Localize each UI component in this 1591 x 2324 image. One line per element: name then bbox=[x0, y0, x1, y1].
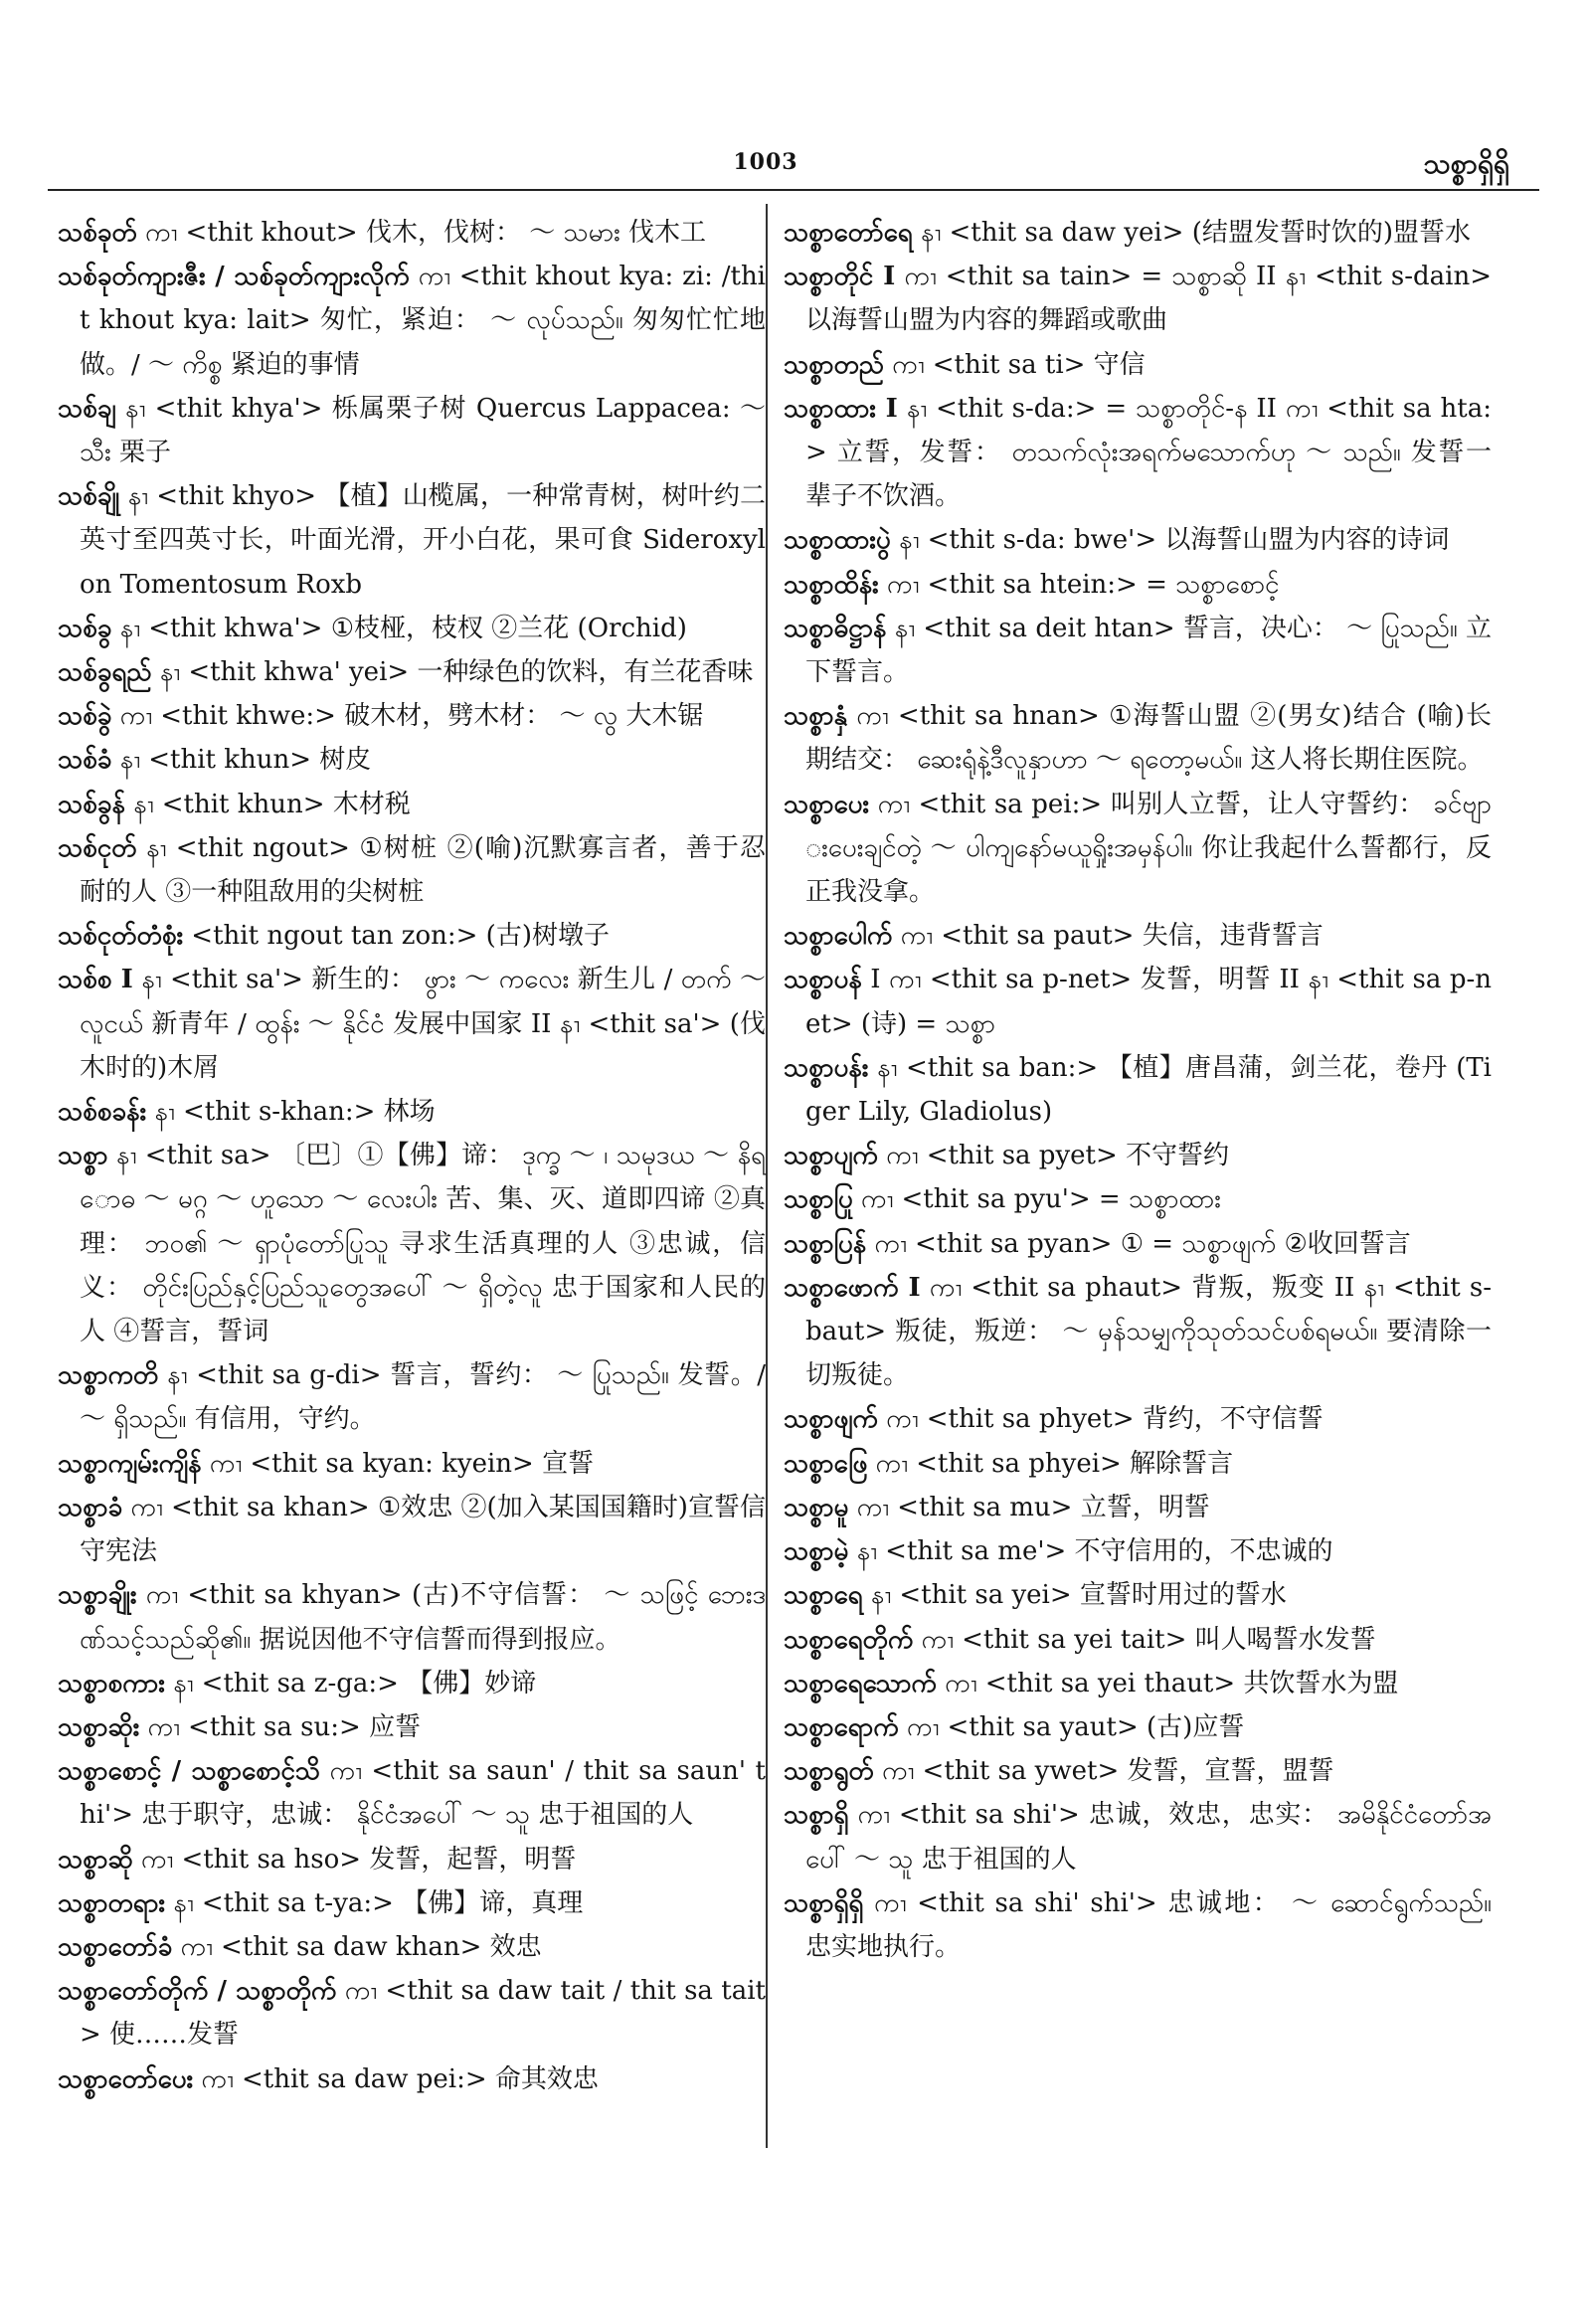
entry-headword: သစ္စာခံ bbox=[58, 1492, 123, 1522]
dictionary-entry bbox=[58, 211, 766, 255]
dictionary-entry bbox=[784, 1486, 1492, 1529]
entry-headword: သစ္စာထားပွဲ bbox=[784, 525, 891, 556]
entry-definition: ကၢ <thit sa shi'> 忠诚，效忠，忠实： အမိနိုင်ငံတော်အပေါ် ～ သူ 忠于祖国的人 bbox=[805, 1800, 1492, 1875]
entry-headword: သစ်ငုတ် bbox=[58, 832, 137, 863]
entry-headword: သစ္စာဆို bbox=[58, 1844, 133, 1875]
dictionary-entry bbox=[58, 1925, 766, 1969]
entry-definition: ကၢ <thit sa yaut> (古)应誓 bbox=[898, 1711, 1245, 1742]
entry-headword: သစ္စာဆိုး bbox=[58, 1711, 140, 1742]
entry-definition: နၢ <thit s-da: bwe'> 以海誓山盟为内容的诗词 bbox=[890, 525, 1450, 556]
entry-definition: ကၢ <thit sa yei tait> 叫人喝誓水发誓 bbox=[913, 1624, 1376, 1655]
entry-headword: သစ်ခုတ် bbox=[58, 218, 137, 248]
dictionary-entry bbox=[58, 783, 766, 826]
entry-definition: ကၢ <thit sa pyan> ① = သစ္စာဖျက် ②收回誓言 bbox=[866, 1228, 1411, 1259]
dictionary-entry bbox=[58, 1662, 766, 1705]
left-column bbox=[58, 211, 766, 2101]
entry-definition: ကၢ <thit sa pyu'> = သစ္စာထား bbox=[852, 1184, 1221, 1215]
entry-definition: နၢ <thit khwa'> ①枝桠，枝杈 ②兰花 (Orchid) bbox=[111, 613, 687, 643]
entry-headword: သစ္စာရောက် bbox=[784, 1711, 899, 1742]
entry-headword: သစ်ခွဲ bbox=[58, 701, 112, 732]
entry-headword: သစ္စာဖောက် I bbox=[784, 1272, 921, 1303]
entry-headword: သစ္စာရေ bbox=[784, 1580, 863, 1611]
entry-definition: ကၢ <thit sa pei:> 叫别人立誓，让人守誓约： ခင်ဗျားပေးချင်တဲ့ ～ ပါကျနော်မယူရှိုးအမှန်ပါ။ 你让我起什么誓都行，反正我没拿。 bbox=[805, 789, 1492, 908]
entry-definition: နၢ <thit sa daw yei> (结盟发誓时饮的)盟誓水 bbox=[912, 218, 1471, 248]
entry-headword: သစ္စာထား I bbox=[784, 393, 898, 424]
entry-definition: နၢ <thit khun> 树皮 bbox=[111, 745, 372, 776]
dictionary-entry bbox=[58, 826, 766, 914]
dictionary-entry bbox=[784, 1266, 1492, 1398]
entry-headword: သစ္စာမဲ့ bbox=[784, 1536, 849, 1567]
entry-headword: သစ္စာရေသောက် bbox=[784, 1668, 937, 1698]
entry-definition: ကၢ <thit sa paut> 失信，违背誓言 bbox=[892, 921, 1324, 952]
entry-headword: သစ်စခန်း bbox=[58, 1097, 147, 1128]
dictionary-entry bbox=[784, 1793, 1492, 1880]
dictionary-entry bbox=[784, 1705, 1492, 1749]
entry-definition: ကၢ <thit sa shi' shi'> 忠诚地： ～ ဆောင်ရွက်သည်။ 忠实地执行。 bbox=[805, 1887, 1492, 1962]
entry-headword: သစ္စာပန်း bbox=[784, 1052, 869, 1083]
entry-headword: သစ်ချို bbox=[58, 481, 120, 512]
entry-headword: သစ္စာတိုင် I bbox=[784, 262, 896, 292]
dictionary-entry bbox=[58, 2057, 766, 2101]
dictionary-entry bbox=[784, 1046, 1492, 1134]
entry-headword: သစ္စာနှံ bbox=[784, 701, 847, 732]
entry-definition: နၢ <thit sa'> 新生的： ဖွား ～ ကလေး 新生儿 / တက် ～ လူငယ် 新青年 / ထွန်း ～ နိုင်ငံ 发展中国家 II နၢ <thit sa'> (伐木时的)木屑 bbox=[80, 965, 766, 1083]
dictionary-entry bbox=[58, 1969, 766, 2056]
entry-definition: ကၢ <thit sa tain> = သစ္စာဆို II နၢ <thit s-dain> 以海誓山盟为内容的舞蹈或歌曲 bbox=[805, 262, 1492, 336]
dictionary-entry bbox=[58, 1838, 766, 1881]
entry-definition: ကၢ <thit sa hso> 发誓，起誓，明誓 bbox=[132, 1844, 577, 1875]
dictionary-entry bbox=[784, 1222, 1492, 1266]
dictionary-entry bbox=[784, 783, 1492, 915]
dictionary-entry bbox=[784, 1618, 1492, 1662]
entry-headword: သစ်ချ bbox=[58, 393, 116, 424]
dictionary-entry bbox=[784, 1397, 1492, 1441]
entry-headword: သစ္စာဖျက် bbox=[784, 1404, 878, 1435]
entry-headword: သစ္စာချိုး bbox=[58, 1580, 137, 1611]
entry-definition: ကၢ <thit sa daw tait / thit sa tait> 使……发誓 bbox=[80, 1976, 766, 2051]
dictionary-entry bbox=[58, 255, 766, 387]
dictionary-entry bbox=[58, 914, 766, 958]
running-head: သစ္စာရှိရှိ bbox=[1423, 147, 1509, 180]
dictionary-entry bbox=[58, 1442, 766, 1486]
entry-definition: နၢ <thit sa> 〔巴〕①【佛】谛： ဒုက္ခ ～ ၊ သမုဒယ ～ နိရောဓ ～ မဂ္ဂ ～ ဟူသော ～ လေးပါး 苦、集、灭、道即四谛 ②真理： ဘဝ၏ ～ ရှာပုံတော်ပြုသူ 寻求生活真理的人 ③忠诚，信义： တိုင်းပြည်နှင့်ပြည်သူတွေအပေါ် ～ ရှိတဲ့လူ 忠于国家和人民的人 ④誓言，誓词 bbox=[80, 1141, 766, 1347]
entry-definition: ကၢ <thit sa yei thaut> 共饮誓水为盟 bbox=[936, 1668, 1399, 1698]
entry-definition: ကၢ <thit sa phaut> 背叛，叛变 II နၢ <thit s-baut> 叛徒，叛逆： ～ မှန်သမျှကိုသုတ်သင်ပစ်ရမယ်။ 要清除一切叛徒。 bbox=[805, 1272, 1492, 1391]
entry-headword: သစ်ခံ bbox=[58, 745, 112, 776]
entry-headword: သစ္စာရှိ bbox=[784, 1800, 849, 1831]
dictionary-entry bbox=[784, 694, 1492, 782]
dictionary-entry bbox=[58, 1486, 766, 1573]
entry-definition: ကၢ <thit sa hnan> ①海誓山盟 ②(男女)结合 (喻)长期结交： ဆေးရုံနဲ့ဒီလူနှာဟာ ～ ရတော့မယ်။ 这人将长期住医院。 bbox=[805, 701, 1492, 776]
entry-headword: သစ္စာ bbox=[58, 1141, 108, 1171]
entry-headword: သစ်ခွရည် bbox=[58, 657, 152, 688]
entry-headword: သစ္စာပျက် bbox=[784, 1141, 878, 1171]
entry-headword: သစ္စာမူ bbox=[784, 1492, 849, 1522]
dictionary-entry bbox=[784, 1177, 1492, 1221]
entry-definition: ကၢ <thit sa kyan: kyein> 宣誓 bbox=[201, 1448, 595, 1479]
entry-headword: သစ္စာပေး bbox=[784, 789, 869, 819]
entry-headword: သစ္စာတော်တိုက် / သစ္စာတိုက် bbox=[58, 1976, 337, 2007]
dictionary-entry bbox=[784, 1881, 1492, 1969]
dictionary-entry bbox=[784, 958, 1492, 1045]
entry-headword: သစ္စာတော်ခံ bbox=[58, 1931, 173, 1962]
dictionary-entry bbox=[784, 211, 1492, 255]
entry-definition: နၢ <thit sa deit htan> 誓言，决心： ～ ပြုသည်။ 立下誓言。 bbox=[805, 613, 1493, 688]
entry-definition: ကၢ <thit sa ti> 守信 bbox=[883, 349, 1146, 380]
entry-definition: ကၢ <thit sa htein:> = သစ္စာစောင့် bbox=[878, 569, 1280, 600]
entry-definition: နၢ <thit khwa' yei> 一种绿色的饮料，有兰花香味 bbox=[151, 657, 754, 688]
dictionary-entry bbox=[784, 1134, 1492, 1177]
entry-definition: ကၢ <thit sa mu> 立誓，明誓 bbox=[848, 1492, 1210, 1522]
entry-definition: နၢ <thit sa me'> 不守信用的，不忠诚的 bbox=[848, 1536, 1333, 1567]
entry-definition: နၢ <thit sa ban:> 【植】唐昌蒲，剑兰花，卷丹 (Tiger Lily, Gladiolus) bbox=[805, 1052, 1492, 1128]
entry-definition: နၢ <thit khyo> 【植】山榄属，一种常青树，树叶约二英寸至四英寸长，叶面光滑，开小白花，果可食 Sideroxylon Tomentosum Roxb bbox=[80, 481, 766, 600]
entry-definition: နၢ <thit sa t-ya:> 【佛】谛，真理 bbox=[165, 1887, 584, 1918]
dictionary-entry bbox=[784, 1529, 1492, 1573]
entry-definition: နၢ <thit khun> 木材税 bbox=[124, 789, 411, 819]
entry-definition: နၢ <thit sa z-ga:> 【佛】妙谛 bbox=[164, 1668, 537, 1698]
dictionary-entry bbox=[784, 518, 1492, 562]
header-rule bbox=[48, 189, 1539, 191]
entry-definition: I ကၢ <thit sa p-net> 发誓，明誓 II နၢ <thit sa p-net> (诗) = သစ္စာ bbox=[805, 965, 1492, 1039]
entry-definition: နၢ <thit khya'> 栎属栗子树 Quercus Lappacea: ～ သီး 栗子 bbox=[80, 393, 766, 468]
dictionary-entry bbox=[58, 1749, 766, 1837]
dictionary-entry bbox=[784, 255, 1492, 342]
entry-headword: သစ္စာဖြေ bbox=[784, 1448, 868, 1479]
entry-definition: နၢ <thit ngout> ①树桩 ②(喻)沉默寡言者，善于忍耐的人 ③一种阻敌用的尖树桩 bbox=[80, 832, 766, 908]
entry-headword: သစ်ခုတ်ကျားဇီး / သစ်ခုတ်ကျားလိုက် bbox=[58, 262, 410, 292]
entry-definition: <thit ngout tan zon:> (古)树墩子 bbox=[183, 921, 610, 952]
dictionary-entry bbox=[784, 1573, 1492, 1617]
entry-headword: သစ်ခွ bbox=[58, 613, 112, 643]
entry-definition: ကၢ <thit sa khyan> (古)不守信誓： ～ သဖြင့် ဘေးဒဏ်သင့်သည်ဆို၏။ 据说因他不守信誓而得到报应。 bbox=[80, 1580, 766, 1655]
dictionary-entry bbox=[58, 1881, 766, 1925]
entry-headword: သစ္စာတော်ပေး bbox=[58, 2063, 194, 2094]
dictionary-entry bbox=[58, 650, 766, 694]
entry-definition: ကၢ <thit sa pyet> 不守誓约 bbox=[877, 1141, 1230, 1171]
entry-headword: သစ္စာကျမ်းကျိန် bbox=[58, 1448, 202, 1479]
entry-headword: သစ်စ I bbox=[58, 965, 133, 995]
dictionary-entry bbox=[784, 914, 1492, 958]
entry-definition: နၢ <thit sa yei> 宣誓时用过的誓水 bbox=[862, 1580, 1287, 1611]
entry-headword: သစ္စာရှိရှိ bbox=[784, 1887, 864, 1918]
entry-definition: နၢ <thit s-da:> = သစ္စာတိုင်-န II ကၢ <thit sa hta:> 立誓，发誓： တသက်လုံးအရက်မသောက်ဟု ～ သည်။ 发誓一辈子不饮酒。 bbox=[805, 393, 1493, 512]
dictionary-entry bbox=[784, 1662, 1492, 1705]
entry-definition: ကၢ <thit sa khan> ①效忠 ②(加入某国国籍时)宣誓信守宪法 bbox=[80, 1492, 766, 1567]
entry-definition: ကၢ <thit sa phyet> 背约，不守信誓 bbox=[877, 1404, 1324, 1435]
entry-definition: နၢ <thit s-khan:> 林场 bbox=[146, 1097, 436, 1128]
entry-headword: သစ္စာပြန် bbox=[784, 1228, 867, 1259]
dictionary-entry bbox=[784, 563, 1492, 607]
entry-definition: ကၢ <thit sa ywet> 发誓，宣誓，盟誓 bbox=[873, 1756, 1334, 1787]
dictionary-entry bbox=[58, 738, 766, 782]
dictionary-entry bbox=[58, 1705, 766, 1749]
dictionary-entry bbox=[58, 958, 766, 1090]
entry-definition: ကၢ <thit khout> 伐木，伐树： ～ သမား 伐木工 bbox=[136, 218, 707, 248]
column-divider bbox=[766, 204, 768, 2148]
entry-definition: ကၢ <thit sa daw pei:> 命其效忠 bbox=[193, 2063, 599, 2094]
entry-headword: သစ္စာဓိဋ္ဌာန် bbox=[784, 613, 887, 643]
dictionary-entry bbox=[784, 1442, 1492, 1486]
entry-headword: သစ္စာရွတ် bbox=[784, 1756, 874, 1787]
dictionary-entry bbox=[784, 607, 1492, 694]
entry-headword: သစ္စာစကား bbox=[58, 1668, 165, 1698]
entry-headword: သစ္စာပြု bbox=[784, 1184, 853, 1215]
entry-definition: ကၢ <thit sa su:> 应誓 bbox=[139, 1711, 422, 1742]
entry-definition: ကၢ <thit khout kya: zi: /thit khout kya: lait> 匆忙，紧迫： ～ လုပ်သည်။ 匆匆忙忙地做。/ ～ ကိစ္စ 紧迫的事情 bbox=[80, 262, 766, 380]
dictionary-entry bbox=[784, 343, 1492, 387]
dictionary-entry bbox=[58, 387, 766, 474]
entry-headword: သစ္စာကတိ bbox=[58, 1360, 159, 1391]
entry-definition: နၢ <thit sa g-di> 誓言，誓约： ～ ပြုသည်။ 发誓。/ ～ ရှိသည်။ 有信用，守约。 bbox=[80, 1360, 766, 1435]
dictionary-entry bbox=[58, 1353, 766, 1441]
dictionary-entry bbox=[58, 607, 766, 650]
entry-definition: ကၢ <thit khwe:> 破木材，劈木材： ～ လွ 大木锯 bbox=[111, 701, 704, 732]
entry-headword: သစ္စာတရား bbox=[58, 1887, 165, 1918]
entry-headword: သစ်ခွန် bbox=[58, 789, 125, 819]
entry-headword: သစ္စာတည် bbox=[784, 349, 884, 380]
entry-definition: ကၢ <thit sa daw khan> 效忠 bbox=[172, 1931, 542, 1962]
entry-headword: သစ္စာရေတိုက် bbox=[784, 1624, 914, 1655]
entry-headword: သစ္စာထိန်း bbox=[784, 569, 879, 600]
dictionary-entry bbox=[784, 1749, 1492, 1793]
dictionary-entry bbox=[58, 1134, 766, 1353]
page-number: 1003 bbox=[733, 149, 798, 175]
dictionary-entry bbox=[58, 694, 766, 738]
dictionary-entry bbox=[58, 1573, 766, 1661]
dictionary-entry bbox=[58, 474, 766, 607]
entry-headword: သစ္စာစောင့် / သစ္စာစောင့်သိ bbox=[58, 1756, 320, 1787]
entry-headword: သစ္စာပန် bbox=[784, 965, 862, 995]
entry-headword: သစ္စာတော်ရေ bbox=[784, 218, 913, 248]
entry-headword: သစ်ငုတ်တံစုံး bbox=[58, 921, 184, 952]
dictionary-entry bbox=[784, 387, 1492, 519]
right-column bbox=[784, 211, 1492, 1969]
dictionary-entry bbox=[58, 1090, 766, 1134]
entry-definition: ကၢ <thit sa saun' / thit sa saun' thi'> 忠于职守，忠诚： နိုင်ငံအပေါ် ～ သူ 忠于祖国的人 bbox=[80, 1756, 766, 1831]
entry-definition: ကၢ <thit sa phyei> 解除誓言 bbox=[867, 1448, 1234, 1479]
entry-headword: သစ္စာပေါက် bbox=[784, 921, 893, 952]
